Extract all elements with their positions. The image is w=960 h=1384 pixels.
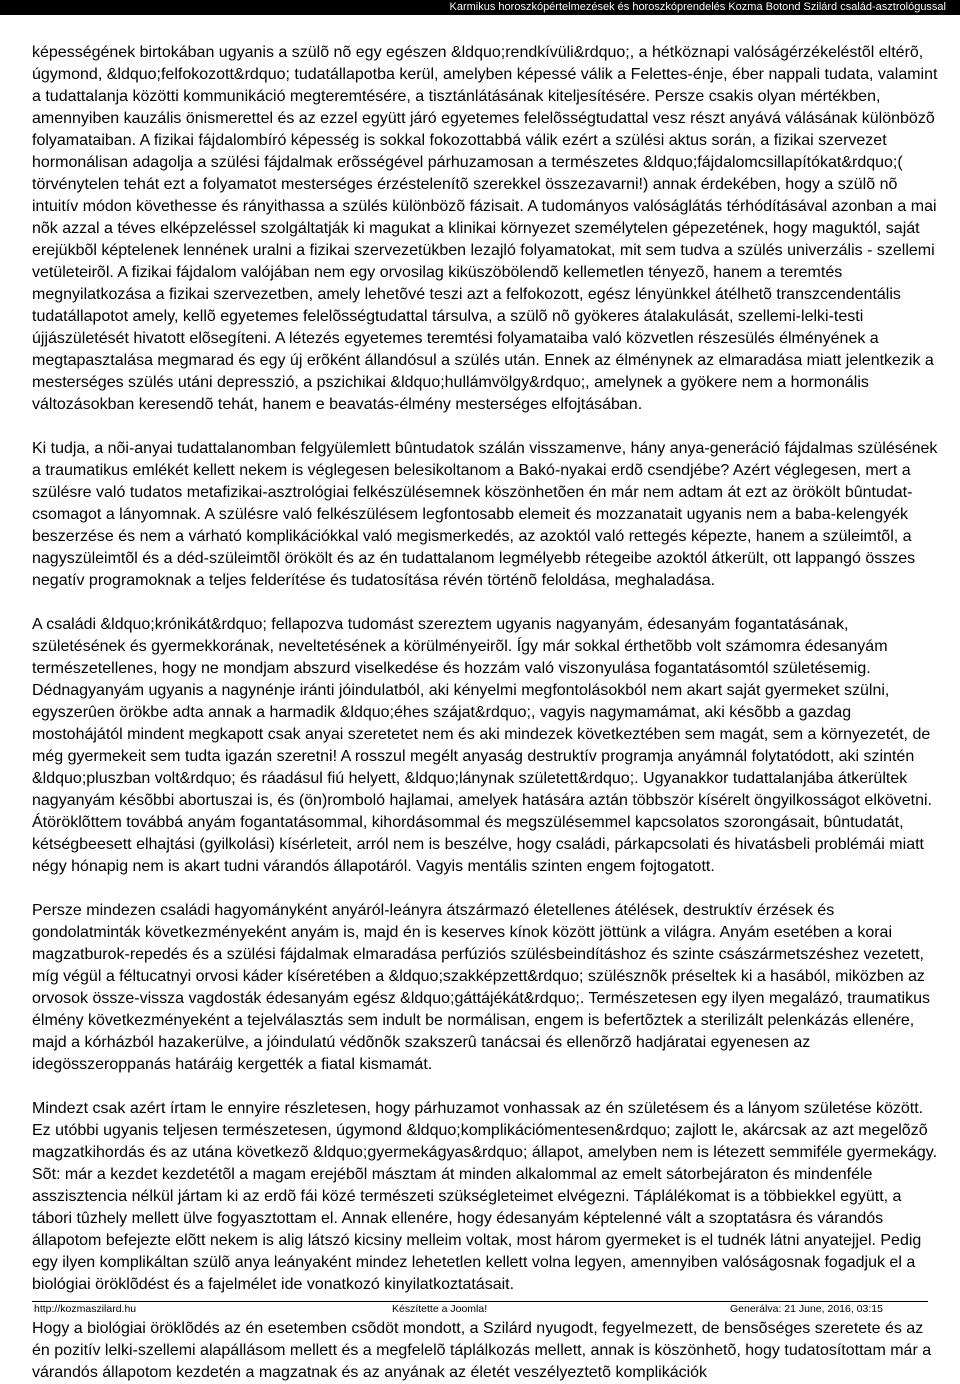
page-footer [0, 1301, 960, 1316]
article-paragraph: Persze mindezen családi hagyományként anyáról-leányra átszármazó életellenes átélések, destruktív érzések és gondolatminták következményeként anyám is, majd én is keserves kínok között jöttünk a világra. Anyám esetében a korai magzatburok-repedés és a szülési fájdalmak elmaradása perfúziós szülésbeindításhoz és szinte császármetszéshez vezetett, míg végül a féltucatnyi orvosi káder kíséretében a &ldquo;szakképzett&rdquo; szülésznõk préseltek ki a hasából, miközben az orvosok össze-vissza vagdosták édesanyám egész &ldquo;gáttájékát&rdquo;. Természetesen egy ilyen megalázó, traumatikus élmény következményeként a tejelválasztás sem indult be normálisan, engem is befertõztek a sterilizált pelenkázás ellenére, majd a kórházból hazakerülve, a jóindulatú védõnõk szakszerû tanácsai és ellenõrzõ hadjáratai egyenesen az idegösszeroppanás határáig kergették a fiatal kismamát. [32, 902, 930, 1073]
footer-site-link[interactable]: http://kozmaszilard.hu [34, 1303, 137, 1315]
site-title: Karmikus horoszkópértelmezések és horoszkóprendelés Kozma Botond Szilárd család-asztrológussal [449, 1, 946, 13]
article-paragraph: Ki tudja, a nõi-anyai tudattalanomban felgyülemlett bûntudatok szálán visszamenve, hány anya-generáció fájdalmas szülésének a traumatikus emlékét kellett nekem is véglegesen belesikoltanom a Bakó-nyakai erdõ csendjébe? Azért véglegesen, mert a szülésre való tudatos metafizikai-asztrológiai felkészülésemnek köszönhetõen én már nem adtam át ezt az örökölt bûntudat-csomagot a lányomnak. A szülésre való felkészülésem legfontosabb elemeit és mozzanatait ugyanis nem a baba-kelengyék beszerzése és nem a várható komplikációkkal való megismerkedés, az azoktól való rettegés képezte, hanem a szüleimtõl, a nagyszüleimtõl és a déd-szüleimtõl örökölt és az én tudattalanom legmélyebb rétegeibe azoktól átkerült, ott lappangó összes negatív programoknak a teljes felderítése és tudatosítása révén történõ feloldása, meghaladása. [32, 440, 938, 589]
article-paragraph: Hogy a biológiai öröklõdés az én esetemben csõdöt mondott, a Szilárd nyugodt, fegyelmezett, de bensõséges szeretete és az én pozitív lelki-szellemi alapállásom mellett és a megfelelõ táplálkozás mellett, annak is köszönhetõ, hogy tudatosítottam már a várandós állapotom kezdetén a magzatnak és az anyának az életét veszélyeztetõ komplikációk [32, 1320, 932, 1381]
footer-generated-date: Generálva: 21 June, 2016, 03:15 [730, 1303, 883, 1315]
article-body [32, 42, 942, 1384]
site-header [0, 0, 960, 15]
article-paragraph: A családi &ldquo;krónikát&rdquo; fellapozva tudomást szereztem ugyanis nagyanyám, édesanyám fogantatásának, születésének és gyermekkorának, neveltetésének a körülményeirõl. Így már sokkal érthetõbb volt számomra édesanyám természetellenes, hogy ne mondjam abszurd viselkedése és hozzám való viszonyulása fogantatásomtól születésemig. Dédnagyanyám ugyanis a nagynénje iránti jóindulatból, aki kényelmi megfontolásokból nem akart saját gyermeket szülni, egyszerûen örökbe adta annak a harmadik &ldquo;éhes szájat&rdquo;, vagyis nagymamámat, aki késõbb a gazdag mostohájától mindent megkapott csak anyai szeretetet nem és aki mindezek következtében sem magát, sem a környezetét, de még gyermekeit sem tudta igazán szeretni! A rosszul megélt anyaság destruktív programja anyámnál folytatódott, aki szintén &ldquo;pluszban volt&rdquo; és ráadásul fiú helyett, &ldquo;lánynak született&rdquo;. Ugyanakkor tudattalanjába átkerültek nagyanyám késõbbi abortuszai is, és (ön)romboló hajlamai, amelyek hatására aztán többször kísérelt öngyilkosságot elkövetni. Átöröklõttem továbbá anyám fogantatásommal, kihordásommal és megszülésemmel kapcsolatos szorongásait, bûntudatát, kétségbeesett elhajtási (gyilkolási) kísérleteit, arról nem is beszélve, hogy családi, párkapcsolati és hivatásbeli problémái miatt négy hónapig nem is akart tudni várandós állapotáról. Vagyis mentális szinten engem fojtogatott. [32, 616, 933, 875]
footer-credit: Készítette a Joomla! [392, 1303, 488, 1315]
article-paragraph: képességének birtokában ugyanis a szülõ nõ egy egészen &ldquo;rendkívüli&rdquo;, a hétköznapi valóságérzékeléstõl eltérõ, úgymond, &ldquo;felfokozott&rdquo; tudatállapotba kerül, amelyben képessé válik a Felettes-énje, éber nappali tudata, valamint a tudattalanja közötti kommunikáció megteremtésére, a tisztánlátásának kiteljesítésére. Persze csakis olyan mértékben, amennyiben kauzális önismerettel és az ezzel együtt járó egyetemes felelõsségtudattal vesz részt anyává válásának különbözõ folyamataiban. A fizikai fájdalombíró képesség is sokkal fokozottabbá válik ezért a szülési aktus során, a fizikai szervezet hormonálisan adagolja a szülési fájdalmak erõsségével párhuzamosan a természetes &ldquo;fájdalomcsillapítókat&rdquo;( törvénytelen tehát ezt a folyamatot mesterséges érzéstelenítõ szerekkel összezavarni!) annak érdekében, hogy a szülõ nõ intuitív módon követhesse és rányithassa a szülés különbözõ fázisait. A tudományos valóságlátás térhódításával azonban a mai nõk azzal a téves elképzeléssel szolgáltatják ki magukat a klinikai környezet személytelen gépezetének, hogy maguktól, saját erejükbõl képtelenek lennének uralni a fizikai szervezetükben lezajló folyamatokat, mit sem tudva a szülés univerzális - szellemi vetületeirõl. A fizikai fájdalom valójában nem egy orvosilag kiküszöbölendõ kellemetlen tényezõ, hanem a teremtés megnyilatkozása a fizikai szervezetben, amely lehetõvé teszi azt a felfokozott, egész lényünkkel átélhetõ transzcendentális tudatállapotot amely, kellõ egyetemes felelõsségtudattal társulva, a szülõ nõ gyökeres átalakulását, szellemi-lelki-testi újjászületését hivatott elõsegíteni. A létezés egyetemes teremtési folyamataiba való közvetlen részesülés élményének a megtapasztalása megmarad és egy új erõként állandósul a szülés után. Ennek az élménynek az elmaradása miatt jelentkezik a mesterséges szülés utáni depresszió, a pszichikai &ldquo;hullámvölgy&rdquo;, amelynek a gyökere nem a hormonális változásokban keresendõ tehát, hanem e beavatás-élmény mesterséges elfojtásában. [32, 44, 938, 413]
article-paragraph: Mindezt csak azért írtam le ennyire részletesen, hogy párhuzamot vonhassak az én születésem és a lányom születése között. Ez utóbbi ugyanis teljesen természetesen, úgymond &ldquo;komplikációmentesen&rdquo; zajlott le, akárcsak az azt megelõzõ magzatkihordás és az utána következõ &ldquo;gyermekágyas&rdquo; állapot, amelyben nem is létezett semmiféle gyermekágy. Sõt: már a kezdet kezdetétõl a magam erejébõl másztam át minden alkalommal az emelt sátorbejáraton és mindenféle asszisztencia nélkül jártam ki az erdõ fái közé természeti szükségleteimet elvégezni. Táplálékomat is a többiekkel együtt, a tábori tûzhely mellett ülve fogyasztottam el. Annak ellenére, hogy édesanyám képtelenné vált a szoptatásra és várandós állapotom befejezte elõtt nekem is alig látszó kicsiny melleim voltak, most három gyermeket is el tudnék látni anyatejjel. Pedig egy ilyen komplikáltan szülõ anya leányaként mindez lehetetlen kellett volna legyen, amennyiben valóságosnak fogadjuk el a biológiai öröklõdést és a fajelmélet ide vonatkozó kinyilatkoztatásait. [32, 1100, 938, 1293]
